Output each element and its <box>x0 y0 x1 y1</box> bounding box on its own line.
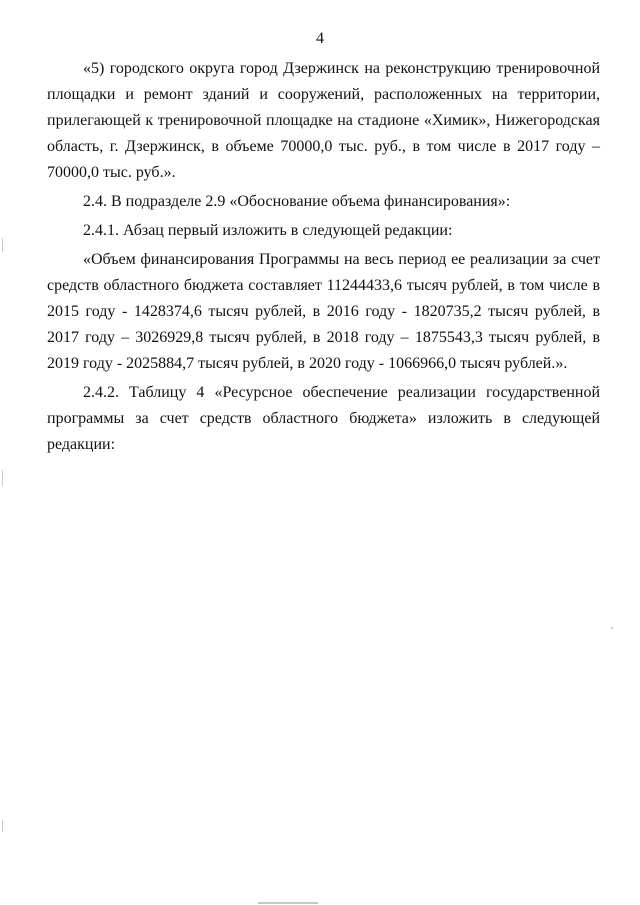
scan-speck <box>611 627 613 629</box>
paragraph-item-5: «5) городского округа город Дзержинск на реконструкцию тренировочной площадки и ремонт зданий и сооружений, расположенных на территории, прилегающей к тренировочной площадке на стадионе «Химик», Нижегородская область, г. Дзержинск, в объеме 70000,0 тыс. руб., в том числе в 2017 году – 70000,0 тыс. руб.». <box>47 60 600 181</box>
paragraph-section-2-4-2: 2.4.2. Таблицу 4 «Ресурсное обеспечение реализации государственной программы за счет средств областного бюджета» изложить в следующей редакции: <box>47 384 600 453</box>
scan-edge-mark <box>2 470 3 486</box>
paragraph-section-2-4-1: 2.4.1. Абзац первый изложить в следующей редакции: <box>83 222 453 239</box>
document-body <box>47 56 600 458</box>
scan-edge-mark <box>2 238 3 252</box>
scan-bottom-mark <box>258 902 318 904</box>
paragraph-financing-volume: «Объем финансирования Программы на весь период ее реализации за счет средств областного бюджета составляет 11244433,6 тысяч рублей, в том числе в 2015 году - 1428374,6 тысяч рублей, в 2016 году - 1820735,2 тысяч рублей, в 2017 году – 3026929,8 тысяч рублей, в 2018 году – 1875543,3 тысяч рублей, в 2019 году - 2025884,7 тысяч рублей, в 2020 году - 1066966,0 тысяч рублей.». <box>47 251 600 372</box>
page-number: 4 <box>316 30 324 47</box>
scan-edge-mark <box>2 820 3 832</box>
paragraph-section-2-4: 2.4. В подразделе 2.9 «Обоснование объема финансирования»: <box>83 193 511 210</box>
